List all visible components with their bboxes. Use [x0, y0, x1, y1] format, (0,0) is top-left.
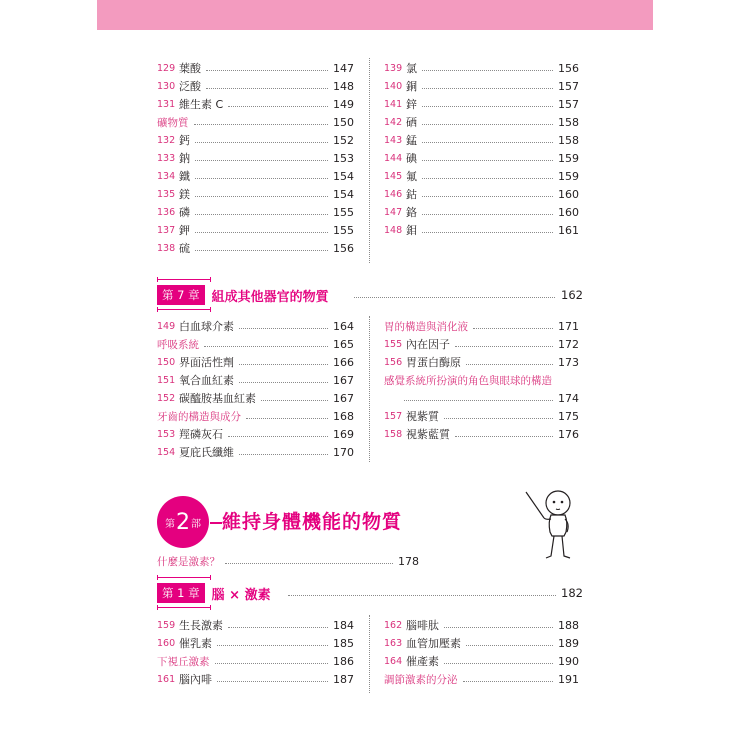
leader-dots [455, 436, 553, 437]
entry-number: 149 [157, 321, 176, 332]
entry-page: 167 [333, 374, 354, 387]
leader-dots [261, 400, 328, 401]
entry-page: 147 [333, 62, 354, 75]
entry-number: 160 [157, 638, 176, 649]
leader-dots [228, 106, 328, 107]
section-title: 下視丘激素 [157, 656, 210, 668]
entry-number: 152 [157, 393, 176, 404]
leader-dots [466, 645, 553, 646]
section-title: 感覺系統所扮演的角色與眼球的構造 [384, 375, 552, 387]
entry-title: 維生素 C [179, 98, 224, 111]
toc-entry[interactable] [384, 150, 579, 168]
entry-number: 157 [384, 411, 403, 422]
toc-entry[interactable] [384, 186, 579, 204]
entry-number: 129 [157, 63, 176, 74]
entry-title: 視紫藍質 [406, 428, 450, 441]
toc-entry[interactable] [157, 60, 354, 78]
entry-title: 鎂 [179, 188, 190, 201]
toc-column-bottom-left [157, 617, 354, 689]
entry-page: 165 [333, 338, 354, 351]
toc-entry[interactable] [157, 354, 354, 372]
pointing-figure-illustration [520, 488, 584, 562]
entry-number: 154 [157, 447, 176, 458]
entry-page: 158 [558, 134, 579, 147]
chapter-page: 162 [561, 288, 583, 302]
chapter-rule [157, 577, 211, 578]
toc-column-mid-left [157, 318, 354, 462]
toc-column-top-left [157, 60, 354, 258]
entry-title: 鉬 [406, 224, 417, 237]
toc-entry[interactable] [157, 186, 354, 204]
entry-title: 硫 [179, 242, 190, 255]
entry-title: 鈣 [179, 134, 190, 147]
leader-dots [239, 364, 328, 365]
leader-dots [239, 382, 328, 383]
entry-page: 187 [333, 673, 354, 686]
entry-title: 視紫質 [406, 410, 439, 423]
leader-dots [195, 160, 328, 161]
toc-column-bottom-right [384, 617, 579, 689]
entry-page: 160 [558, 206, 579, 219]
entry-page: 150 [333, 116, 354, 129]
entry-title: 腦內啡 [179, 673, 212, 686]
leader-dots [228, 627, 328, 628]
entry-title: 碘 [406, 152, 417, 165]
entry-page: 149 [333, 98, 354, 111]
entry-number: 146 [384, 189, 403, 200]
toc-entry[interactable] [157, 132, 354, 150]
leader-dots [422, 70, 553, 71]
leader-dots [404, 400, 553, 401]
part-2-badge: 第 2 部 [157, 496, 209, 548]
leader-dots [206, 88, 328, 89]
entry-number: 156 [384, 357, 403, 368]
entry-number: 141 [384, 99, 403, 110]
toc-entry[interactable] [384, 390, 579, 408]
entry-page: 159 [558, 170, 579, 183]
entry-page: 189 [558, 637, 579, 650]
toc-entry[interactable] [157, 150, 354, 168]
entry-title: 羥磷灰石 [179, 428, 223, 441]
entry-number: 147 [384, 207, 403, 218]
entry-page: 174 [558, 392, 579, 405]
entry-title: 氯 [406, 62, 417, 75]
entry-number: 137 [157, 225, 176, 236]
toc-entry[interactable] [157, 204, 354, 222]
entry-title: 鉻 [406, 206, 417, 219]
entry-page: 170 [333, 446, 354, 459]
toc-entry[interactable] [157, 78, 354, 96]
toc-entry[interactable] [157, 222, 354, 240]
toc-entry[interactable] [157, 671, 354, 689]
entry-number: 132 [157, 135, 176, 146]
entry-number: 142 [384, 117, 403, 128]
toc-entry[interactable] [384, 635, 579, 653]
entry-title: 夏庇氏纖維 [179, 446, 234, 459]
entry-page: 190 [558, 655, 579, 668]
toc-entry[interactable] [157, 168, 354, 186]
leader-dots [422, 106, 553, 107]
entry-number: 150 [157, 357, 176, 368]
entry-page: 169 [333, 428, 354, 441]
leader-dots [206, 70, 328, 71]
section-title: 礦物質 [157, 117, 189, 129]
entry-page: 185 [333, 637, 354, 650]
toc-entry[interactable] [157, 617, 354, 635]
toc-entry[interactable] [157, 390, 354, 408]
chapter-rule [157, 607, 211, 608]
toc-column-top-right [384, 60, 579, 240]
chapter-badge: 第 7 章 [157, 285, 205, 305]
toc-section-entry[interactable] [157, 114, 354, 132]
entry-page: 155 [333, 224, 354, 237]
entry-page: 155 [333, 206, 354, 219]
leader-dots [195, 250, 328, 251]
leader-dots [444, 418, 553, 419]
entry-number: 158 [384, 429, 403, 440]
leader-dots [217, 681, 328, 682]
entry-page: 154 [333, 188, 354, 201]
entry-page: 172 [558, 338, 579, 351]
entry-title: 胃蛋白酶原 [406, 356, 461, 369]
toc-entry[interactable] [157, 240, 354, 258]
leader-dots [239, 454, 328, 455]
entry-page: 184 [333, 619, 354, 632]
entry-title: 鐵 [179, 170, 190, 183]
entry-title: 鉀 [179, 224, 190, 237]
leader-dots [195, 214, 328, 215]
entry-title: 內在因子 [406, 338, 450, 351]
leader-dots [473, 328, 553, 329]
leader-dots [422, 160, 553, 161]
entry-page: 166 [333, 356, 354, 369]
toc-entry[interactable] [157, 635, 354, 653]
toc-column-mid-right [384, 318, 579, 444]
leader-dots [422, 232, 553, 233]
entry-number: 159 [157, 620, 176, 631]
toc-section-entry[interactable] [384, 372, 579, 390]
entry-page: 191 [558, 673, 579, 686]
entry-number: 130 [157, 81, 176, 92]
entry-page: 157 [558, 98, 579, 111]
leader-dots [215, 663, 329, 664]
toc-entry[interactable] [384, 653, 579, 671]
entry-page: 154 [333, 170, 354, 183]
entry-number: 131 [157, 99, 176, 110]
entry-page: 188 [558, 619, 579, 632]
toc-entry[interactable] [157, 318, 354, 336]
chapter-leader-dots [354, 297, 555, 298]
leader-dots [246, 418, 328, 419]
leader-dots [422, 214, 553, 215]
entry-title: 銅 [406, 80, 417, 93]
toc-entry[interactable] [384, 60, 579, 78]
leader-dots [422, 124, 553, 125]
chapter-leader-dots [288, 595, 556, 596]
toc-entry[interactable] [384, 222, 579, 240]
leader-dots [463, 681, 554, 682]
leader-dots [195, 196, 328, 197]
leader-dots [195, 142, 328, 143]
toc-entry[interactable] [384, 96, 579, 114]
entry-title: 氧合血紅素 [179, 374, 234, 387]
leader-dots [444, 627, 553, 628]
toc-entry[interactable] [384, 114, 579, 132]
chapter-badge: 第 1 章 [157, 583, 205, 603]
entry-page: 164 [333, 320, 354, 333]
toc-section-entry[interactable] [384, 318, 579, 336]
entry-page: 167 [333, 392, 354, 405]
chapter-title: 腦 × 激素 [211, 587, 271, 603]
entry-number: 143 [384, 135, 403, 146]
entry-title: 生長激素 [179, 619, 223, 632]
entry-page: 186 [333, 655, 354, 668]
entry-title: 催乳素 [179, 637, 212, 650]
leader-dots [225, 563, 393, 564]
chapter-1-heading[interactable] [157, 582, 271, 604]
leader-dots [195, 178, 328, 179]
toc-entry[interactable] [157, 372, 354, 390]
leader-dots [217, 645, 328, 646]
entry-number: 139 [384, 63, 403, 74]
chapter-7-heading[interactable] [157, 284, 329, 306]
entry-title: 鈉 [179, 152, 190, 165]
column-divider [369, 316, 370, 462]
entry-number: 148 [384, 225, 403, 236]
part-title[interactable]: 維持身體機能的物質 [222, 511, 403, 533]
leader-dots [422, 142, 553, 143]
entry-title: 碳醯胺基血紅素 [179, 392, 256, 405]
entry-number: 140 [384, 81, 403, 92]
toc-entry[interactable] [384, 168, 579, 186]
entry-title: 硒 [406, 116, 417, 129]
leader-dots [239, 328, 328, 329]
entry-number: 151 [157, 375, 176, 386]
leader-dots [466, 364, 553, 365]
chapter-rule [157, 279, 211, 280]
toc-section-entry[interactable] [384, 671, 579, 689]
entry-page: 161 [558, 224, 579, 237]
toc-entry-intro[interactable] [157, 553, 419, 571]
column-divider [369, 615, 370, 693]
column-divider [369, 58, 370, 263]
entry-number: 136 [157, 207, 176, 218]
entry-number: 164 [384, 656, 403, 667]
leader-dots [444, 663, 553, 664]
entry-title: 血管加壓素 [406, 637, 461, 650]
entry-number: 153 [157, 429, 176, 440]
leader-dots [195, 232, 328, 233]
leader-dots [204, 346, 328, 347]
entry-number: 133 [157, 153, 176, 164]
chapter-rule [157, 309, 211, 310]
section-title: 呼吸系統 [157, 339, 199, 351]
entry-title: 泛酸 [179, 80, 201, 93]
entry-title: 葉酸 [179, 62, 201, 75]
chapter-page: 182 [561, 586, 583, 600]
entry-page: 175 [558, 410, 579, 423]
entry-page: 156 [558, 62, 579, 75]
entry-number: 155 [384, 339, 403, 350]
toc-entry[interactable] [384, 426, 579, 444]
toc-entry[interactable] [384, 408, 579, 426]
toc-entry[interactable] [157, 96, 354, 114]
entry-label: 什麼是激素？ [157, 556, 220, 568]
entry-title: 磷 [179, 206, 190, 219]
toc-entry[interactable] [384, 354, 579, 372]
toc-entry[interactable] [384, 204, 579, 222]
entry-page: 157 [558, 80, 579, 93]
toc-entry[interactable] [384, 78, 579, 96]
toc-section-entry[interactable] [157, 653, 354, 671]
leader-dots [228, 436, 328, 437]
entry-number: 145 [384, 171, 403, 182]
toc-entry[interactable] [384, 336, 579, 354]
entry-title: 鋅 [406, 98, 417, 111]
entry-page: 158 [558, 116, 579, 129]
entry-title: 白血球介素 [179, 320, 234, 333]
toc-entry[interactable] [157, 444, 354, 462]
leader-dots [422, 196, 553, 197]
chapter-title: 組成其他器官的物質 [211, 289, 329, 305]
entry-number: 135 [157, 189, 176, 200]
entry-number: 144 [384, 153, 403, 164]
leader-dots [422, 88, 553, 89]
section-title: 調節激素的分泌 [384, 674, 458, 686]
leader-dots [194, 124, 329, 125]
leader-dots [455, 346, 553, 347]
entry-page: 160 [558, 188, 579, 201]
entry-title: 氟 [406, 170, 417, 183]
section-title: 牙齒的構造與成分 [157, 411, 241, 423]
entry-number: 134 [157, 171, 176, 182]
entry-title: 錳 [406, 134, 417, 147]
entry-title: 界面活性劑 [179, 356, 234, 369]
entry-page: 176 [558, 428, 579, 441]
entry-title: 腦啡肽 [406, 619, 439, 632]
part-rule [210, 522, 222, 524]
entry-page: 168 [333, 410, 354, 423]
entry-page: 171 [558, 320, 579, 333]
entry-page: 153 [333, 152, 354, 165]
entry-page: 173 [558, 356, 579, 369]
toc-entry[interactable] [384, 617, 579, 635]
entry-title: 催產素 [406, 655, 439, 668]
entry-title: 鈷 [406, 188, 417, 201]
entry-number: 163 [384, 638, 403, 649]
entry-page: 148 [333, 80, 354, 93]
section-title: 胃的構造與消化液 [384, 321, 468, 333]
header-band [97, 0, 653, 30]
entry-page: 159 [558, 152, 579, 165]
entry-page: 156 [333, 242, 354, 255]
entry-page: 178 [398, 555, 419, 568]
toc-entry[interactable] [384, 132, 579, 150]
toc-section-entry[interactable] [157, 408, 354, 426]
toc-entry[interactable] [157, 426, 354, 444]
entry-number: 162 [384, 620, 403, 631]
leader-dots [422, 178, 553, 179]
toc-section-entry[interactable] [157, 336, 354, 354]
entry-number: 161 [157, 674, 176, 685]
entry-number: 138 [157, 243, 176, 254]
entry-page: 152 [333, 134, 354, 147]
